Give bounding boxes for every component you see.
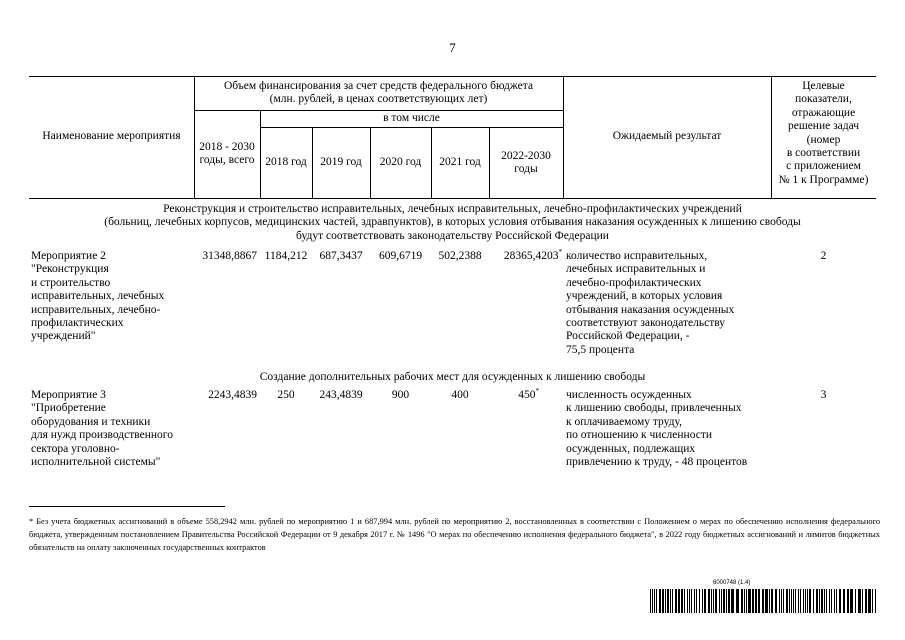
header-year-2021: 2021 год (439, 156, 481, 168)
measure-2-target: 2 (820, 250, 827, 262)
funding-subheader-line (194, 110, 563, 111)
measure-3-name: Мероприятие 3 "Приобретение оборудования и техники для нужд производственного сектора уголовно- исполнительной системы" (31, 389, 173, 469)
header-year-2018: 2018 год (265, 156, 307, 168)
footnote-mark: * (29, 517, 34, 526)
page-number: 7 (449, 40, 456, 55)
measure-3-2022-2030 (489, 389, 539, 402)
measure-3-result: численность осужденных к лишению свободы, привлеченных к оплачиваемому труду, по отношению к численности осужденных, подлежащих привлечению к труду, - 48 процентов (566, 389, 748, 469)
years-subheader-line (260, 127, 563, 128)
header-target-column: Целевые показатели, отражающие решение задач (номер в соответствии с приложением № 1 к Программе) (778, 80, 869, 186)
footnote-mark: * (535, 387, 539, 395)
header-bottom-border (29, 198, 876, 199)
section-title-workplaces: Создание дополнительных рабочих мест для осужденных к лишению свободы (259, 371, 646, 383)
measure-2-2022-2030 (489, 250, 562, 263)
measure-2-2020: 609,6719 (378, 250, 423, 262)
measure-2-2019: 687,3437 (319, 250, 363, 262)
measure-3-total: 2243,4839 (208, 389, 257, 401)
measure-2-2021: 502,2388 (438, 250, 482, 262)
section-title-reconstruction: Реконструкция и строительство исправительных, лечебных исправительных, лечебно-профилактических учреждений (больниц, лечебных корпусов, медицинских частей, здравпунктов), в которых условия отбывания наказания осужденных к лишению свободы будут соответствовать законодательству Российской Федерации (104, 203, 801, 242)
table-top-border (29, 76, 876, 77)
measure-2-2022-2030-value: 28365,4203 (503, 250, 559, 262)
barcode-caption: 6000748 (1.4) (713, 580, 751, 586)
measure-3-2021: 400 (451, 389, 469, 401)
measure-3-2020: 900 (391, 389, 410, 401)
header-funding-group: Объем финансирования за счет средств федерального бюджета (млн. рублей, в ценах соответствующих лет) (223, 80, 534, 106)
measure-2-total: 31348,8867 (202, 250, 257, 262)
measure-2-result: количество исправительных, лечебных исправительных и лечебно-профилактических учреждений, в которых условия отбывания наказания осужденных соответствуют законодательству Российской Федерации, - 75,5 процента (566, 250, 735, 356)
header-year-2020: 2020 год (379, 156, 422, 168)
header-year-2019: 2019 год (320, 156, 362, 168)
measure-2-2018: 1184,212 (264, 250, 308, 262)
measure-3-target: 3 (820, 389, 827, 401)
measure-3-2019: 243,4839 (319, 389, 363, 401)
measure-3-2018: 250 (277, 389, 295, 401)
footnote-separator (29, 506, 225, 507)
barcode-image (650, 589, 876, 613)
measure-3-2022-2030-value: 450 (518, 389, 536, 401)
header-result-column: Ожидаемый результат (612, 130, 722, 142)
footnote-text: Без учета бюджетных ассигнований в объеме 558,2942 млн. рублей по мероприятию 1 и 687,994 млн. рублей по мероприятию 2, восстановленных в соответствии с Положением о мерах по обеспечению исполнения федерального бюджета, утвержденным постановлением Правительства Российской Федерации от 9 декабря 2017 г. № 1496 "О мерах по обеспечению исполнения федерального бюджета", в 2022 году бюджетных ассигнований и лимитов бюджетных обязательств на оплату заключенных государственных контрактов (29, 517, 881, 553)
header-year-2022-2030: 2022-2030 годы (501, 150, 551, 176)
footnote-mark: * (558, 248, 562, 256)
measure-2-name: Мероприятие 2 "Реконструкция и строительство исправительных, лечебных исправительных, лечебно- профилактических учреждений" (31, 250, 165, 343)
header-total-column: 2018 - 2030 годы, всего (199, 141, 255, 167)
header-name-column: Наименование мероприятия (42, 130, 181, 142)
header-subgroup: в том числе (383, 112, 440, 124)
footnote (29, 515, 880, 555)
